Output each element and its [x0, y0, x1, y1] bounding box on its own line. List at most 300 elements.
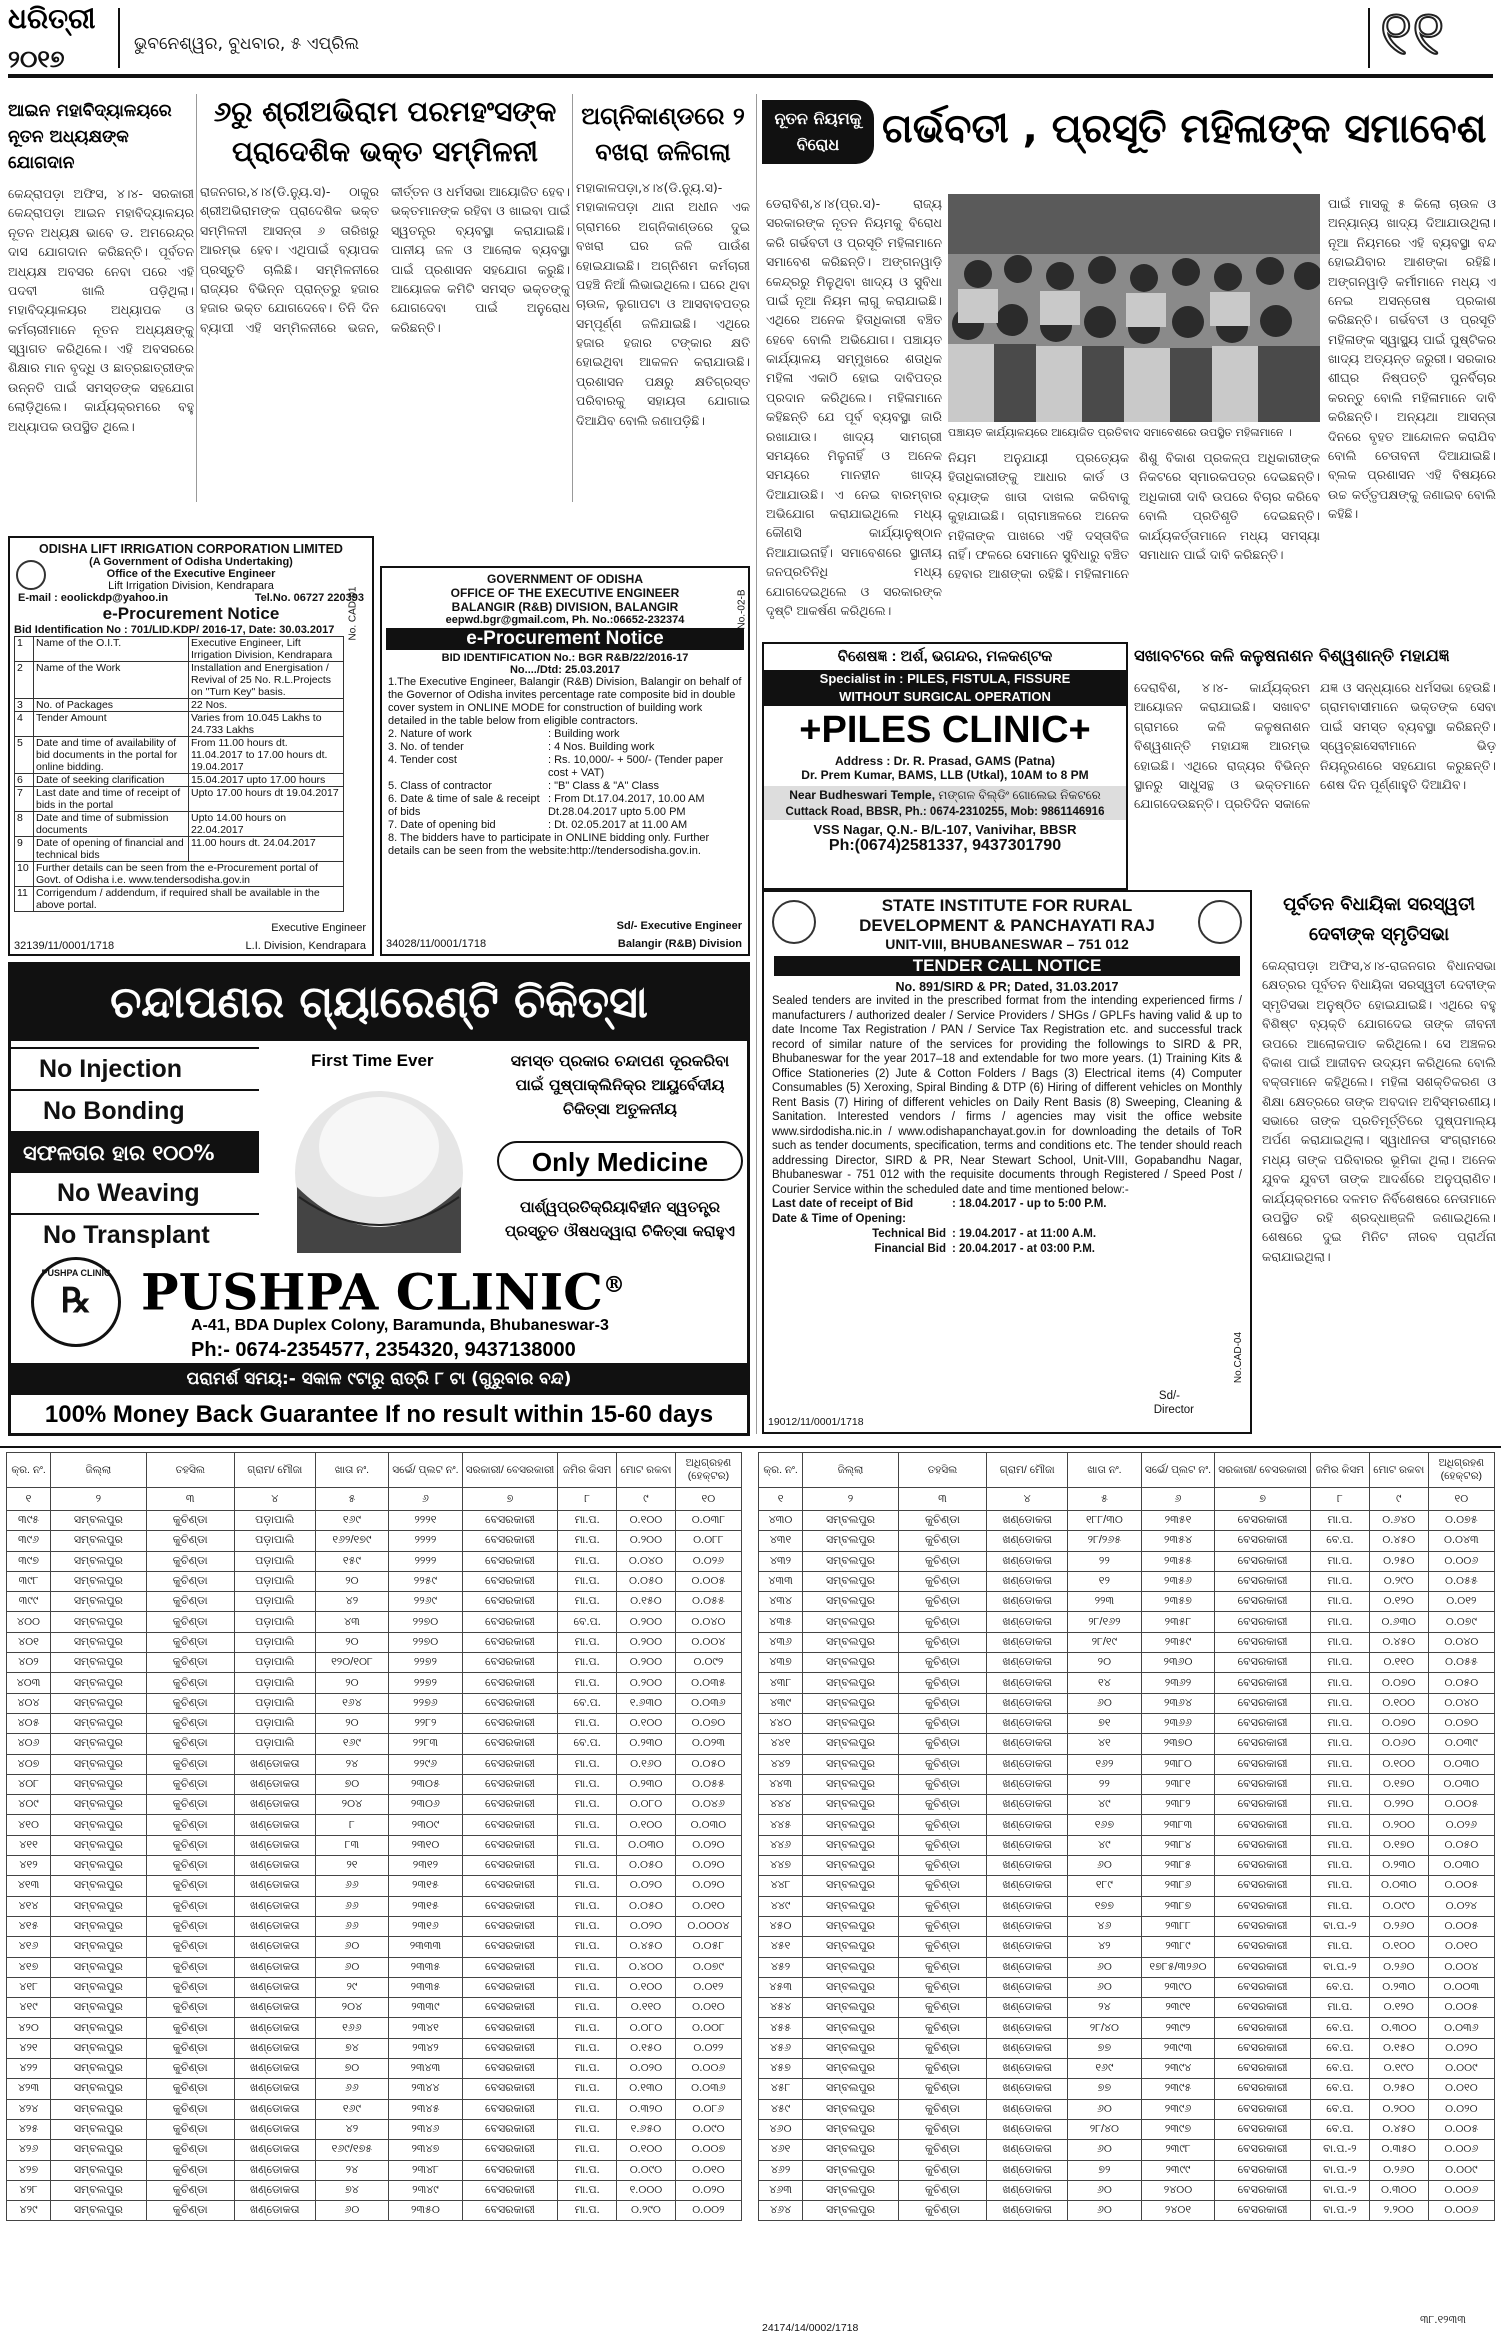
table-cell: ୨.୨୦୦ — [1369, 2201, 1428, 2221]
table-cell: ୧୪ — [1068, 1673, 1142, 1693]
table-cell: ୨୩୯୧ — [1141, 1998, 1215, 2018]
table-cell: ଖଣ୍ଡୋକତା — [987, 1876, 1068, 1896]
table-cell: ୦.୦୨୦ — [675, 2180, 741, 2200]
table-cell: ୨୩୫୯ — [1141, 1632, 1215, 1652]
table-cell: ୪୧୨ — [7, 1856, 51, 1876]
rnb-row — [388, 793, 742, 819]
rnb-row-key: 6. Date & time of sale & receipt of bids — [388, 793, 540, 818]
table-cell: ୦.୧୭୦ — [1369, 1774, 1428, 1794]
column-number: ୭ — [462, 1488, 558, 1511]
sird-left-emblem-icon — [772, 900, 816, 944]
table-cell: ୪୨୪ — [7, 2099, 51, 2119]
table-cell: ମା.ପ. — [1310, 1693, 1369, 1713]
table-cell: ବେସରକାରୀ — [462, 1856, 558, 1876]
olic-row — [15, 699, 344, 712]
table-cell: ପଡ଼ାପାଲି — [234, 1531, 315, 1551]
table-cell: ସମ୍ବଲପୁର — [51, 1998, 147, 2018]
piles-specialist-en: Specialist in : PILES, FISTULA, FISSURE — [764, 670, 1126, 688]
table-cell: ୨୩୬୪ — [1141, 1693, 1215, 1713]
table-cell: ଖଣ୍ଡୋକତା — [234, 1815, 315, 1835]
table-cell: ୨୩୯୯ — [1141, 2160, 1215, 2180]
table-cell: କୁଚିଣ୍ଡା — [898, 1551, 986, 1571]
table-row — [7, 1957, 742, 1977]
table-cell: ୦.୦୪୦ — [1428, 1693, 1494, 1713]
table-cell: ୩୯୬ — [7, 1531, 51, 1551]
table-cell: କୁଚିଣ୍ଡା — [146, 1774, 234, 1794]
table-cell: ୨୦ — [315, 1673, 389, 1693]
table-cell: ୪୩୭ — [759, 1653, 803, 1673]
table-cell: ୨୮/୨୬୫ — [1068, 1531, 1142, 1551]
table-cell: ୧୬୪ — [315, 1693, 389, 1713]
rnb-title: e-Procurement Notice — [386, 628, 744, 650]
table-row — [7, 2099, 742, 2119]
table-cell: ବେସରକାରୀ — [1215, 2099, 1311, 2119]
olic-row — [15, 837, 344, 862]
table-cell: ସମ୍ବଲପୁର — [803, 1835, 899, 1855]
table-cell: ୦.୧୨୦ — [1369, 1998, 1428, 2018]
table-cell: ୦.୦୧୨ — [675, 1977, 741, 1997]
olic-row-key: Further details can be seen from the e-Procurement portal of Govt. of Odisha i.e. www.tendersodisha.gov.in — [34, 862, 344, 887]
table-cell: କୁଚିଣ୍ଡା — [898, 1795, 986, 1815]
table-cell: ୪୦୯ — [7, 1795, 51, 1815]
ad-pushpa-clinic — [8, 962, 750, 1436]
pushpa-bullet-1: No Injection — [11, 1047, 259, 1091]
table-cell: ବେସରକାରୀ — [462, 2038, 558, 2058]
table-row — [759, 1957, 1495, 1977]
table-cell: ବେ.ପ. — [558, 1734, 617, 1754]
table-row — [7, 1795, 742, 1815]
table-cell: ସମ୍ବଲପୁର — [51, 1592, 147, 1612]
table-cell: ୨୩୪୩ — [389, 2059, 463, 2079]
table-cell: ୨୩୯୭ — [1141, 2119, 1215, 2139]
table-cell: ୦.୩୦୦ — [1369, 2018, 1428, 2038]
rnb-no-date: No..../Dtd: 25.03.2017 — [509, 664, 621, 676]
olic-row-key: Name of the O.I.T. — [34, 637, 189, 662]
table-cell: ୪୫୭ — [759, 2059, 803, 2079]
table-cell: ୦.୨୩୦ — [617, 1734, 676, 1754]
olic-sub3: Lift Irrigation Division, Kendrapara — [108, 580, 274, 592]
table-cell: ୦.୦୦୬ — [1428, 2140, 1494, 2160]
table-cell: ୦.୦୦୬ — [1428, 2180, 1494, 2200]
table-cell: କୁଚିଣ୍ଡା — [146, 1713, 234, 1733]
table-cell: ବେ.ପ. — [558, 1693, 617, 1713]
table-cell: ୩୯୭ — [7, 1551, 51, 1571]
column-header: ଗ୍ରାମ/ ମୌଜା — [234, 1453, 315, 1488]
table-cell: ୨୨୨୨ — [389, 1551, 463, 1571]
table-cell: ୨୨୯୬ — [389, 1754, 463, 1774]
table-cell: ୪୩୯ — [759, 1693, 803, 1713]
table-cell: ୦.୪୫୦ — [1369, 1531, 1428, 1551]
table-cell: ମା.ପ. — [1310, 1795, 1369, 1815]
headline-former-mla-1: ପୂର୍ବତନ ବିଧାୟିକା ସରସ୍ୱତୀ — [1283, 894, 1475, 915]
table-cell: ୦.୨୬୦ — [1369, 2160, 1428, 2180]
table-cell: ଖଣ୍ଡୋକତା — [987, 1856, 1068, 1876]
olic-title: e-Procurement Notice — [102, 604, 280, 623]
table-cell: ୨୮/୪୦ — [1068, 2119, 1142, 2139]
table-cell: ବେସରକାରୀ — [462, 1531, 558, 1551]
table-cell: ୦.୨୬୦ — [1369, 1916, 1428, 1936]
table-cell: ମା.ପ. — [558, 1551, 617, 1571]
olic-row — [15, 887, 344, 912]
table-cell: ଖଣ୍ଡୋକତା — [987, 1511, 1068, 1531]
table-cell: ୪୫୩ — [759, 1977, 803, 1997]
table-cell: କୁଚିଣ୍ଡା — [146, 2038, 234, 2058]
table-cell: କୁଚିଣ୍ଡା — [146, 1592, 234, 1612]
olic-row-number: 4 — [15, 712, 34, 737]
table-cell: ସମ୍ବଲପୁର — [803, 1754, 899, 1774]
table-cell: ବେସରକାରୀ — [1215, 2059, 1311, 2079]
table-row — [759, 2038, 1495, 2058]
table-cell: କୁଚିଣ୍ଡା — [898, 1592, 986, 1612]
table-cell: ସମ୍ବଲପୁର — [51, 1977, 147, 1997]
table-cell: ୦.୦୯୦ — [617, 2160, 676, 2180]
table-cell: ୦.୦୫୦ — [1428, 1835, 1494, 1855]
sird-body: Sealed tenders are invited in the prescribed format from the intending experienced firms / manufacturers / authorized dealer / Service Providers / SHGs / GPLFs having valid & up to date Income Tax Registration / PAN / Service Tax Registration etc. and successful track record of similar nature of the services for providing the followings to SIRD & PR, Bhubaneswar for the year 2017–18 and extendable for two more years. (1) Training Kits & Office Stationeries (2) Jute & Cotton Folders / Bags (3) Electrical items (4) Computer Consumables (5) Xeroxing, Spiral Binding & DTP (6) Hiring of different vehicles on Monthly Rent Basis (7) Hiring of different vehicles on Daily Rent Basis (8) Sweeping, Cleaning & Sanitation. Interested vendors / firms / agencies may visit the office website www.sirdodisha.nic.in / www.odishapanchayat.gov.in for downloading the details of ToR such as tender documents, specification, terms and conditions etc. The tender should reach addressing Director, SIRD & PR, Near Stewart School, Unit-VIII, Gopabandhu Nagar, Bhubaneswar - 751 012 with the requisite documents through Registered / Speed Post / Courier Service within the scheduled date and time mentioned below:- — [772, 995, 1242, 1196]
olic-sign: Executive Engineer — [271, 922, 366, 934]
table-cell: ୬୦ — [1068, 2140, 1142, 2160]
table-cell: ୪୯ — [1068, 1795, 1142, 1815]
table-row — [7, 1754, 742, 1774]
table-cell: ୨୩୬୦ — [1141, 1653, 1215, 1673]
lead-photo — [948, 194, 1320, 422]
pushpa-headline: ଚନ୍ଦାପଣର ଗ୍ୟାରେଣ୍ଟି ଚିକିତ୍ସା — [11, 965, 747, 1041]
pushpa-clinic-name-text: PUSHPA CLINIC — [141, 1262, 603, 1322]
table-cell: ୪୧୧ — [7, 1835, 51, 1855]
table-cell: ବେସରକାରୀ — [1215, 1511, 1311, 1531]
table-cell: ୬୦ — [315, 1957, 389, 1977]
table-cell: କୁଚିଣ୍ଡା — [146, 2119, 234, 2139]
piles-phone: Ph:(0674)2581337, 9437301790 — [828, 837, 1062, 854]
piles-vss: VSS Nagar, Q.N.- B/L-107, Vanivihar, BBSR — [813, 822, 1077, 837]
table-row — [759, 1815, 1495, 1835]
table-cell: ସମ୍ବଲପୁର — [51, 2201, 147, 2221]
table-cell: ୧୨୦/୧୦୮ — [315, 1653, 389, 1673]
olic-row — [15, 662, 344, 699]
table-cell: ଖଣ୍ଡୋକତା — [234, 2099, 315, 2119]
table-cell: ସମ୍ବଲପୁର — [803, 1957, 899, 1977]
table-cell: ୨୦ — [315, 1632, 389, 1652]
table-cell: ସମ୍ବଲପୁର — [803, 1531, 899, 1551]
table-cell: ବେସରକାରୀ — [1215, 1916, 1311, 1936]
table-cell: ୦.୦୫୦ — [1428, 1673, 1494, 1693]
table-cell: ୮ — [315, 1815, 389, 1835]
column-header: କ୍ର. ନଂ. — [759, 1453, 803, 1488]
table-cell: ୨୨୭୨ — [389, 1673, 463, 1693]
table-row — [7, 1693, 742, 1713]
table-cell: ୦.୦୮୬ — [675, 2099, 741, 2119]
table-cell: ସମ୍ବଲପୁର — [51, 2140, 147, 2160]
table-cell: ୨୩୯୫ — [1141, 2079, 1215, 2099]
table-cell: ୨୨୫୯ — [389, 1571, 463, 1591]
rnb-row-value: : 4 Nos. Building work — [548, 741, 655, 753]
table-cell: ୪୩ — [315, 1612, 389, 1632]
table-cell: ୨୩୮୨ — [1141, 1795, 1215, 1815]
table-cell: କୁଚିଣ୍ଡା — [898, 1531, 986, 1551]
olic-row-number: 1 — [15, 637, 34, 662]
table-cell: ୦.୦୪୦ — [675, 1612, 741, 1632]
olic-sub1: (A Government of Odisha Undertaking) — [89, 556, 293, 568]
table-row — [7, 1713, 742, 1733]
table-cell: ବେସରକାରୀ — [1215, 2079, 1311, 2099]
table-cell: ୪୩୩ — [759, 1571, 803, 1591]
table-cell: ୦.୦୭୦ — [675, 1713, 741, 1733]
lead-tag-line-2: ବିରୋଧ — [796, 135, 840, 154]
table-cell: ଖଣ୍ଡୋକତା — [987, 1551, 1068, 1571]
table-cell: ମା.ପ. — [558, 2018, 617, 2038]
table-cell: ୦.୦୨୦ — [1428, 2038, 1494, 2058]
table-row — [759, 2180, 1495, 2200]
table-cell: ୨୦୪ — [315, 1998, 389, 2018]
table-cell: ଖଣ୍ଡୋକତା — [234, 2059, 315, 2079]
pushpa-bullet-4: No Weaving — [11, 1173, 259, 1215]
table-row — [7, 1856, 742, 1876]
sird-opening-label: Date & Time of Opening: — [772, 1213, 906, 1225]
sird-name-2: DEVELOPMENT & PANCHAYATI RAJ — [859, 916, 1155, 935]
lead-headline: ଗର୍ଭବତୀ , ପ୍ରସୂତି ମହିଳାଙ୍କ ସମାବେଶ — [882, 106, 1487, 152]
olic-sign-office: L.I. Division, Kendrapara — [245, 940, 366, 952]
table-cell: ୦.୨୩୦ — [617, 1774, 676, 1794]
table-cell: ୨୩୩୫ — [389, 1977, 463, 1997]
table-cell: ଖଣ୍ଡୋକତା — [234, 1998, 315, 2018]
table-cell: ବେ.ପ. — [1310, 2079, 1369, 2099]
table-cell: ୪୨ — [315, 2119, 389, 2139]
table-cell: ୦.୧୧୦ — [1369, 1653, 1428, 1673]
rnb-row — [388, 741, 742, 754]
table-cell: ସମ୍ବଲପୁର — [51, 1957, 147, 1977]
rnb-side-code: No.-02-B — [736, 589, 748, 630]
table-cell: କୁଚିଣ୍ଡା — [146, 2099, 234, 2119]
table-cell: ଖଣ୍ଡୋକତା — [987, 1774, 1068, 1794]
olic-row-number: 10 — [15, 862, 34, 887]
table-cell: ସମ୍ବଲପୁର — [51, 1916, 147, 1936]
table-cell: ପଡ଼ାପାଲି — [234, 1734, 315, 1754]
table-cell: କୁଚିଣ୍ଡା — [898, 2160, 986, 2180]
table-cell: ୭୭ — [1068, 2079, 1142, 2099]
table-cell: ମା.ପ. — [558, 1916, 617, 1936]
table-cell: ୪୪୭ — [759, 1856, 803, 1876]
table-cell: ୦.୦୩୦ — [1369, 1876, 1428, 1896]
table-cell: ବେ.ପ. — [1310, 1977, 1369, 1997]
table-cell: ଖଣ୍ଡୋକତା — [234, 1916, 315, 1936]
table-cell: ୦.୧୨୦ — [1369, 1592, 1428, 1612]
table-cell: ବେସରକାରୀ — [462, 2018, 558, 2038]
table-cell: ବା.ପ.-୨ — [1310, 1957, 1369, 1977]
table-cell: ମା.ପ. — [558, 2180, 617, 2200]
column-header: କ୍ର. ନଂ. — [7, 1453, 51, 1488]
table-cell: ବେସରକାରୀ — [1215, 1937, 1311, 1957]
table-cell: ପଡ଼ାପାଲି — [234, 1632, 315, 1652]
table-cell: ବେସରକାରୀ — [462, 1957, 558, 1977]
table-cell: ୨୩୫୮ — [1141, 1612, 1215, 1632]
table-cell: କୁଚିଣ୍ଡା — [146, 1795, 234, 1815]
table-cell: ୦.୦୭୯ — [1428, 1612, 1494, 1632]
ad-piles-clinic — [762, 642, 1128, 890]
sird-fin-label: Financial Bid — [874, 1243, 946, 1255]
table-cell: ୪୪୯ — [759, 1896, 803, 1916]
table-cell: ଖଣ୍ଡୋକତା — [234, 1957, 315, 1977]
table-cell: କୁଚିଣ୍ଡା — [146, 1896, 234, 1916]
table-cell: ୨୨୩ — [1068, 1592, 1142, 1612]
table-cell: ଖଣ୍ଡୋକତା — [987, 2160, 1068, 2180]
table-cell: ମା.ପ. — [1310, 1774, 1369, 1794]
table-cell: ୪୨୨ — [7, 2059, 51, 2079]
table-cell: ୦.୦୦୫ — [1428, 1916, 1494, 1936]
table-cell: ୪୯ — [1068, 1835, 1142, 1855]
table-row — [7, 1592, 742, 1612]
table-cell: ପଡ଼ାପାଲି — [234, 1571, 315, 1591]
table-cell: ୦.୩୨୦ — [617, 2099, 676, 2119]
body-peace-yagna: ଦେରାବିଶ, ୪।୪- କାର୍ଯ୍ୟକ୍ରମ ଆୟୋଜନ କରାଯାଇଛି। ସଖାବଟ ଗ୍ରାମରେ କଳି କଳୁଷନାଶନ ବିଶ୍ୱଶାନ୍ତି ମହାଯଜ୍ଞ ଆରମ୍ଭ ହୋଇଛି। ଏଥିରେ ରାଜ୍ୟର ବିଭିନ୍ନ ସ୍ଥାନରୁ ସାଧୁସନ୍ଥ ଓ ଭକ୍ତମାନେ ଯୋଗଦେଉଛନ୍ତି। ପ୍ରତିଦିନ ସକାଳେ ଯଜ୍ଞ ଓ ସନ୍ଧ୍ୟାରେ ଧର୍ମସଭା ହେଉଛି। ଗ୍ରାମବାସୀମାନେ ଭକ୍ତଙ୍କ ସେବା ପାଇଁ ସମସ୍ତ ବ୍ୟବସ୍ଥା କରିଛନ୍ତି। ସ୍ୱେଚ୍ଛାସେବୀମାନେ ଭିଡ଼ ନିୟନ୍ତ୍ରଣରେ ସହଯୋଗ କରୁଛନ୍ତି। ଶେଷ ଦିନ ପୂର୍ଣ୍ଣାହୁତି ଦିଆଯିବ। — [1134, 680, 1496, 812]
table-cell: ଖଣ୍ଡୋକତା — [987, 1754, 1068, 1774]
table-cell: ୨୪୦୦ — [1141, 2180, 1215, 2200]
column-header: ସରକାରୀ/ ବେସରକାରୀ — [1215, 1453, 1311, 1488]
bald-head-illustration — [279, 1077, 479, 1253]
table-cell: ୦.୪୫୦ — [617, 1937, 676, 1957]
table-cell: କୁଚିଣ୍ଡା — [146, 1835, 234, 1855]
table-cell: ୨୪ — [1068, 1998, 1142, 2018]
table-cell: ସମ୍ବଲପୁର — [51, 1876, 147, 1896]
table-cell: ସମ୍ବଲପୁର — [803, 2079, 899, 2099]
table-cell: ୦.୧୦୦ — [1369, 1937, 1428, 1957]
table-row — [7, 1571, 742, 1591]
table-cell: ୪୧୫ — [7, 1916, 51, 1936]
table-cell: ୪୨୮ — [7, 2180, 51, 2200]
table-row — [759, 1876, 1495, 1896]
table-cell: କୁଚିଣ୍ଡା — [898, 1835, 986, 1855]
table-cell: ବେସରକାରୀ — [1215, 2038, 1311, 2058]
table-cell: ୦.୦୩୦ — [617, 1835, 676, 1855]
table-cell: ୦.୦୭୦ — [1369, 1673, 1428, 1693]
table-cell: ମା.ପ. — [558, 2119, 617, 2139]
table-cell: କୁଚିଣ୍ଡା — [898, 1612, 986, 1632]
table-cell: ମା.ପ. — [1310, 1856, 1369, 1876]
olic-row — [15, 862, 344, 887]
table-cell: ୦.୦୧୦ — [675, 1998, 741, 2018]
table-cell: ବେସରକାରୀ — [1215, 1632, 1311, 1652]
table-cell: କୁଚିଣ୍ଡା — [898, 2140, 986, 2160]
table-cell: ବେସରକାରୀ — [462, 2059, 558, 2079]
table-cell: ସମ୍ବଲପୁର — [803, 2059, 899, 2079]
rnb-row-key: 2. Nature of work — [388, 728, 472, 740]
column-header: ଅଧିଗ୍ରହଣ (ହେକ୍ଟର) — [675, 1453, 741, 1488]
table-cell: ୪୪୦ — [759, 1713, 803, 1733]
table-row — [759, 2160, 1495, 2180]
table-row — [759, 1937, 1495, 1957]
bald-head-icon — [279, 1077, 479, 1253]
table-cell: କୁଚିଣ୍ଡା — [898, 1653, 986, 1673]
table-cell: ସମ୍ବଲପୁର — [803, 1693, 899, 1713]
table-cell: ୦.୧୭୦ — [1369, 1835, 1428, 1855]
piles-specialist-or: ବିଶେଷଜ୍ଞ : ଅର୍ଶ, ଭଗନ୍ଦର, ମଳକଣ୍ଟକ — [837, 648, 1053, 665]
table-cell: ଖଣ୍ଡୋକତା — [987, 1592, 1068, 1612]
table-cell: ଖଣ୍ଡୋକତା — [234, 1896, 315, 1916]
table-cell: ମା.ପ. — [558, 2099, 617, 2119]
table-cell: ଖଣ୍ଡୋକତା — [234, 1835, 315, 1855]
masthead — [0, 0, 1501, 84]
table-cell: ୨୩୧୨ — [389, 1856, 463, 1876]
table-cell: ବେସରକାରୀ — [1215, 1998, 1311, 2018]
column-number: ୪ — [987, 1488, 1068, 1511]
table-cell: ଖଣ୍ଡୋକତା — [987, 1612, 1068, 1632]
table-cell: ୦.୧୦୦ — [617, 2140, 676, 2160]
table-cell: ସମ୍ବଲପୁର — [803, 1713, 899, 1733]
table-cell: ୦.୦୦୨ — [675, 2201, 741, 2221]
table-cell: ବେସରକାରୀ — [462, 2180, 558, 2200]
table-cell: ୪୬ — [1068, 1916, 1142, 1936]
table-cell: ୨୩୯୨ — [1141, 2018, 1215, 2038]
table-cell: ବେସରକାରୀ — [1215, 1977, 1311, 1997]
table-cell: ୪୩୧ — [759, 1531, 803, 1551]
table-cell: ସମ୍ବଲପୁର — [51, 2059, 147, 2079]
table-cell: ମା.ପ. — [1310, 1754, 1369, 1774]
table-cell: ଖଣ୍ଡୋକତା — [987, 1916, 1068, 1936]
table-row — [759, 1734, 1495, 1754]
table-cell: କୁଚିଣ୍ଡା — [898, 1511, 986, 1531]
olic-row-value: Upto 17.00 hours dt 19.04.2017 — [189, 787, 344, 812]
table-cell: ଖଣ୍ଡୋକତା — [987, 1957, 1068, 1977]
table-cell: ୦.୦୩୯ — [1428, 1734, 1494, 1754]
table-cell: ୨୮/୧୯ — [1068, 1632, 1142, 1652]
table-cell: ୧୮୯ — [1068, 1876, 1142, 1896]
table-cell: ସମ୍ବଲପୁର — [803, 1795, 899, 1815]
table-cell: ବା.ପ.-୨ — [1310, 1916, 1369, 1936]
table-cell: ୦.୬୩୦ — [1369, 1612, 1428, 1632]
rnb-bid-id: BID IDENTIFICATION No.: BGR R&B/22/2016-17 — [441, 652, 689, 664]
headline-fire-1: ଅଗ୍ନିକାଣ୍ଡରେ ୨ — [581, 102, 745, 130]
column-number: ୭ — [1215, 1488, 1311, 1511]
table-cell: କୁଚିଣ୍ଡା — [898, 1734, 986, 1754]
table-cell: ଖଣ୍ଡୋକତା — [987, 1713, 1068, 1733]
table-cell: ୨୨୨୧ — [389, 1511, 463, 1531]
olic-row — [15, 637, 344, 662]
table-cell: ସମ୍ବଲପୁର — [803, 1774, 899, 1794]
piles-temple: Near Budheswari Temple, — [789, 788, 936, 802]
table-cell: ୦.୦୭୦ — [1428, 1713, 1494, 1733]
table-cell: ସମ୍ବଲପୁର — [803, 1612, 899, 1632]
tender-olic — [8, 536, 374, 956]
table-cell: ମା.ପ. — [1310, 1612, 1369, 1632]
table-cell: ୦.୨୩୦ — [1369, 1856, 1428, 1876]
table-cell: ୦.୪୫୦ — [1369, 2119, 1428, 2139]
olic-email: E-mail : eoolickdp@yahoo.in — [18, 592, 169, 604]
table-cell: ୦.୧୫୦ — [1369, 2038, 1428, 2058]
table-cell: ୦.୦୦୪ — [675, 1632, 741, 1652]
table-cell: ବେ.ପ. — [558, 1612, 617, 1632]
table-cell: ୬୦ — [315, 2201, 389, 2221]
olic-table — [14, 636, 344, 912]
column-number: ୫ — [1068, 1488, 1142, 1511]
olic-row-key: No. of Packages — [34, 699, 189, 712]
table-cell: ସମ୍ବଲପୁର — [803, 1998, 899, 2018]
column-number: ୪ — [234, 1488, 315, 1511]
table-cell: ୦.୨୦୦ — [617, 1612, 676, 1632]
table-row — [7, 1815, 742, 1835]
table-cell: ବେସରକାରୀ — [1215, 2160, 1311, 2180]
land-table-left — [6, 1452, 742, 2221]
rnb-sign-office: Balangir (R&B) Division — [617, 938, 742, 950]
crowd-photo-icon — [948, 194, 1320, 422]
table-cell: ୪୪୪ — [759, 1795, 803, 1815]
table-cell: ୬୦ — [1068, 2201, 1142, 2221]
table-cell: ୧.୦୦୦ — [617, 2180, 676, 2200]
table-cell: ସମ୍ବଲପୁର — [51, 1531, 147, 1551]
table-cell: ୧୬୬ — [315, 2018, 389, 2038]
table-cell: ୨୩୮୭ — [1141, 1896, 1215, 1916]
table-cell: କୁଚିଣ୍ଡା — [146, 1754, 234, 1774]
table-row — [7, 1551, 742, 1571]
table-cell: ୦.୦୫୦ — [675, 1754, 741, 1774]
sird-tech-value: : 19.04.2017 - at 11:00 A.M. — [952, 1228, 1097, 1240]
